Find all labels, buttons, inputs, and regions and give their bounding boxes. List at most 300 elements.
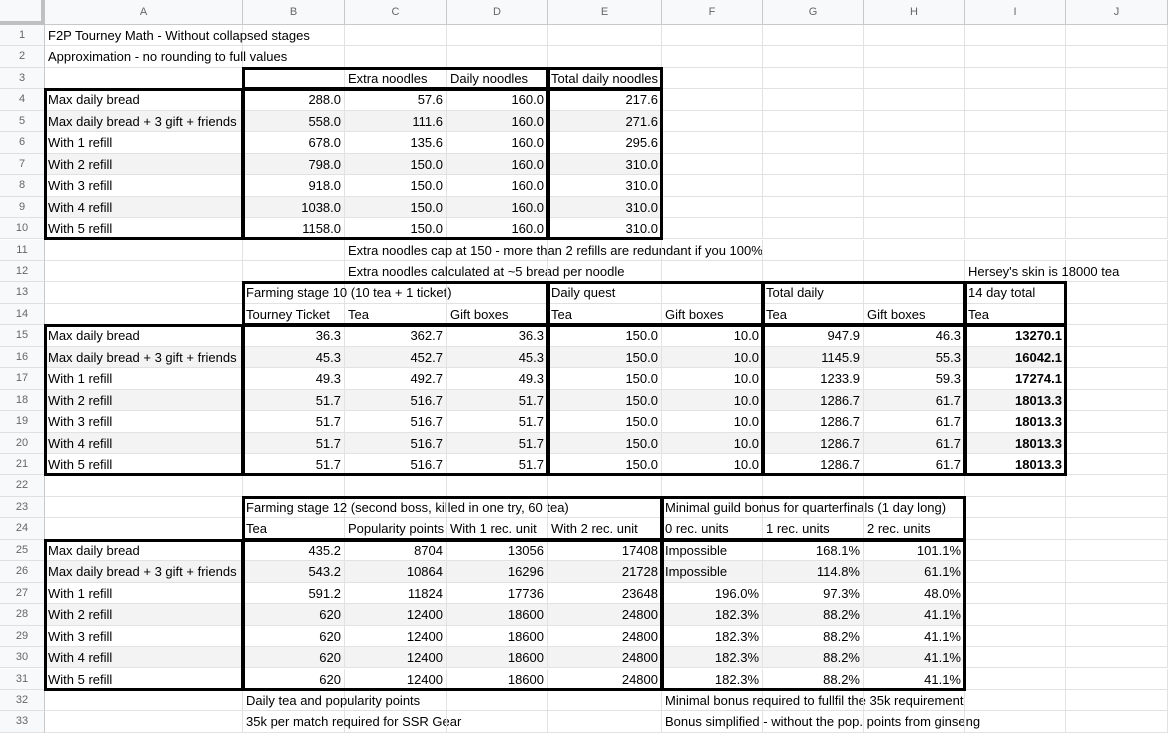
cell-F10[interactable] bbox=[662, 218, 763, 239]
cell-E26[interactable]: 21728 bbox=[548, 561, 662, 582]
cell-J6[interactable] bbox=[1066, 132, 1168, 153]
cell-J29[interactable] bbox=[1066, 626, 1168, 647]
cell-H12[interactable] bbox=[864, 261, 965, 282]
cell-A15[interactable]: Max daily bread bbox=[45, 325, 243, 346]
cell-D6[interactable]: 160.0 bbox=[447, 132, 548, 153]
cell-C27[interactable]: 11824 bbox=[345, 583, 447, 604]
cell-I19[interactable]: 18013.3 bbox=[965, 411, 1066, 432]
cell-D15[interactable]: 36.3 bbox=[447, 325, 548, 346]
cell-J4[interactable] bbox=[1066, 89, 1168, 110]
cell-B26[interactable]: 543.2 bbox=[243, 561, 345, 582]
cell-G10[interactable] bbox=[763, 218, 864, 239]
cell-F16[interactable]: 10.0 bbox=[662, 347, 763, 368]
cell-F14[interactable]: Gift boxes bbox=[662, 304, 763, 325]
cell-J22[interactable] bbox=[1066, 475, 1168, 496]
cell-D20[interactable]: 51.7 bbox=[447, 433, 548, 454]
cell-I14[interactable]: Tea bbox=[965, 304, 1066, 325]
row-header-6[interactable]: 6 bbox=[0, 132, 45, 153]
cell-E21[interactable]: 150.0 bbox=[548, 454, 662, 475]
cell-D29[interactable]: 18600 bbox=[447, 626, 548, 647]
cell-G28[interactable]: 88.2% bbox=[763, 604, 864, 625]
row-header-32[interactable]: 32 bbox=[0, 690, 45, 711]
cell-A6[interactable]: With 1 refill bbox=[45, 132, 243, 153]
cell-C20[interactable]: 516.7 bbox=[345, 433, 447, 454]
cell-B21[interactable]: 51.7 bbox=[243, 454, 345, 475]
cell-C14[interactable]: Tea bbox=[345, 304, 447, 325]
cell-G23[interactable] bbox=[763, 497, 864, 518]
row-header-23[interactable]: 23 bbox=[0, 497, 45, 518]
cell-D22[interactable] bbox=[447, 475, 548, 496]
column-header-H[interactable]: H bbox=[864, 0, 965, 25]
cell-C15[interactable]: 362.7 bbox=[345, 325, 447, 346]
cell-G31[interactable]: 88.2% bbox=[763, 669, 864, 690]
cell-A18[interactable]: With 2 refill bbox=[45, 390, 243, 411]
row-header-27[interactable]: 27 bbox=[0, 583, 45, 604]
cell-B7[interactable]: 798.0 bbox=[243, 154, 345, 175]
cell-B3[interactable] bbox=[243, 68, 345, 89]
cell-A2[interactable]: Approximation - no rounding to full values bbox=[45, 46, 243, 67]
cell-G8[interactable] bbox=[763, 175, 864, 196]
cell-B18[interactable]: 51.7 bbox=[243, 390, 345, 411]
row-header-28[interactable]: 28 bbox=[0, 604, 45, 625]
cell-E10[interactable]: 310.0 bbox=[548, 218, 662, 239]
cell-C8[interactable]: 150.0 bbox=[345, 175, 447, 196]
cell-J14[interactable] bbox=[1066, 304, 1168, 325]
cell-D33[interactable] bbox=[447, 711, 548, 732]
cell-H33[interactable] bbox=[864, 711, 965, 732]
row-header-29[interactable]: 29 bbox=[0, 626, 45, 647]
cell-A28[interactable]: With 2 refill bbox=[45, 604, 243, 625]
cell-G6[interactable] bbox=[763, 132, 864, 153]
cell-C3[interactable]: Extra noodles bbox=[345, 68, 447, 89]
cell-I26[interactable] bbox=[965, 561, 1066, 582]
cell-F12[interactable] bbox=[662, 261, 763, 282]
column-header-C[interactable]: C bbox=[345, 0, 447, 25]
cell-E9[interactable]: 310.0 bbox=[548, 197, 662, 218]
cell-C21[interactable]: 516.7 bbox=[345, 454, 447, 475]
cell-G33[interactable] bbox=[763, 711, 864, 732]
cell-E13[interactable]: Daily quest bbox=[548, 282, 662, 303]
cell-C32[interactable] bbox=[345, 690, 447, 711]
cell-E15[interactable]: 150.0 bbox=[548, 325, 662, 346]
cell-A27[interactable]: With 1 refill bbox=[45, 583, 243, 604]
cell-C12[interactable]: Extra noodles calculated at ~5 bread per noodle bbox=[345, 261, 447, 282]
cell-J13[interactable] bbox=[1066, 282, 1168, 303]
row-header-24[interactable]: 24 bbox=[0, 518, 45, 539]
cell-E30[interactable]: 24800 bbox=[548, 647, 662, 668]
row-header-22[interactable]: 22 bbox=[0, 475, 45, 496]
cell-G32[interactable] bbox=[763, 690, 864, 711]
cell-H6[interactable] bbox=[864, 132, 965, 153]
column-header-E[interactable]: E bbox=[548, 0, 662, 25]
cell-H20[interactable]: 61.7 bbox=[864, 433, 965, 454]
cell-G29[interactable]: 88.2% bbox=[763, 626, 864, 647]
row-header-21[interactable]: 21 bbox=[0, 454, 45, 475]
row-header-9[interactable]: 9 bbox=[0, 197, 45, 218]
cell-A19[interactable]: With 3 refill bbox=[45, 411, 243, 432]
row-header-4[interactable]: 4 bbox=[0, 89, 45, 110]
cell-D4[interactable]: 160.0 bbox=[447, 89, 548, 110]
cell-H22[interactable] bbox=[864, 475, 965, 496]
cell-H14[interactable]: Gift boxes bbox=[864, 304, 965, 325]
cell-H24[interactable]: 2 rec. units bbox=[864, 518, 965, 539]
cell-A24[interactable] bbox=[45, 518, 243, 539]
cell-G12[interactable] bbox=[763, 261, 864, 282]
cell-B4[interactable]: 288.0 bbox=[243, 89, 345, 110]
cell-D27[interactable]: 17736 bbox=[447, 583, 548, 604]
cell-F11[interactable] bbox=[662, 240, 763, 261]
cell-D11[interactable] bbox=[447, 240, 548, 261]
cell-F7[interactable] bbox=[662, 154, 763, 175]
cell-H25[interactable]: 101.1% bbox=[864, 540, 965, 561]
cell-F6[interactable] bbox=[662, 132, 763, 153]
cell-H30[interactable]: 41.1% bbox=[864, 647, 965, 668]
cell-B31[interactable]: 620 bbox=[243, 669, 345, 690]
cell-D10[interactable]: 160.0 bbox=[447, 218, 548, 239]
cell-A10[interactable]: With 5 refill bbox=[45, 218, 243, 239]
cell-I22[interactable] bbox=[965, 475, 1066, 496]
cell-J9[interactable] bbox=[1066, 197, 1168, 218]
cell-E29[interactable]: 24800 bbox=[548, 626, 662, 647]
cell-H18[interactable]: 61.7 bbox=[864, 390, 965, 411]
cell-I1[interactable] bbox=[965, 25, 1066, 46]
cell-H13[interactable] bbox=[864, 282, 965, 303]
cell-A9[interactable]: With 4 refill bbox=[45, 197, 243, 218]
cell-E11[interactable] bbox=[548, 240, 662, 261]
cell-J2[interactable] bbox=[1066, 46, 1168, 67]
row-header-7[interactable]: 7 bbox=[0, 154, 45, 175]
cell-B2[interactable] bbox=[243, 46, 345, 67]
column-header-D[interactable]: D bbox=[447, 0, 548, 25]
cell-G18[interactable]: 1286.7 bbox=[763, 390, 864, 411]
column-header-G[interactable]: G bbox=[763, 0, 864, 25]
cell-J26[interactable] bbox=[1066, 561, 1168, 582]
cell-D26[interactable]: 16296 bbox=[447, 561, 548, 582]
row-header-33[interactable]: 33 bbox=[0, 711, 45, 732]
cell-C28[interactable]: 12400 bbox=[345, 604, 447, 625]
cell-G17[interactable]: 1233.9 bbox=[763, 368, 864, 389]
cell-A21[interactable]: With 5 refill bbox=[45, 454, 243, 475]
cell-I27[interactable] bbox=[965, 583, 1066, 604]
cell-G9[interactable] bbox=[763, 197, 864, 218]
cell-J24[interactable] bbox=[1066, 518, 1168, 539]
cell-J17[interactable] bbox=[1066, 368, 1168, 389]
cell-C4[interactable]: 57.6 bbox=[345, 89, 447, 110]
cell-C19[interactable]: 516.7 bbox=[345, 411, 447, 432]
cell-I7[interactable] bbox=[965, 154, 1066, 175]
cell-D23[interactable] bbox=[447, 497, 548, 518]
cell-I16[interactable]: 16042.1 bbox=[965, 347, 1066, 368]
cell-A29[interactable]: With 3 refill bbox=[45, 626, 243, 647]
cell-H7[interactable] bbox=[864, 154, 965, 175]
cell-H28[interactable]: 41.1% bbox=[864, 604, 965, 625]
cell-G30[interactable]: 88.2% bbox=[763, 647, 864, 668]
cell-C22[interactable] bbox=[345, 475, 447, 496]
cell-G22[interactable] bbox=[763, 475, 864, 496]
cell-H15[interactable]: 46.3 bbox=[864, 325, 965, 346]
cell-C33[interactable] bbox=[345, 711, 447, 732]
cell-D5[interactable]: 160.0 bbox=[447, 111, 548, 132]
cell-E4[interactable]: 217.6 bbox=[548, 89, 662, 110]
cell-I10[interactable] bbox=[965, 218, 1066, 239]
cell-D9[interactable]: 160.0 bbox=[447, 197, 548, 218]
cell-F1[interactable] bbox=[662, 25, 763, 46]
cell-D31[interactable]: 18600 bbox=[447, 669, 548, 690]
cell-A4[interactable]: Max daily bread bbox=[45, 89, 243, 110]
cell-C1[interactable] bbox=[345, 25, 447, 46]
cell-C24[interactable]: Popularity points bbox=[345, 518, 447, 539]
cell-I21[interactable]: 18013.3 bbox=[965, 454, 1066, 475]
cell-I23[interactable] bbox=[965, 497, 1066, 518]
cell-J12[interactable] bbox=[1066, 261, 1168, 282]
cell-C10[interactable]: 150.0 bbox=[345, 218, 447, 239]
column-header-I[interactable]: I bbox=[965, 0, 1066, 25]
cell-E33[interactable] bbox=[548, 711, 662, 732]
cell-J16[interactable] bbox=[1066, 347, 1168, 368]
cell-G4[interactable] bbox=[763, 89, 864, 110]
select-all-corner[interactable] bbox=[0, 0, 45, 25]
cell-I30[interactable] bbox=[965, 647, 1066, 668]
cell-G16[interactable]: 1145.9 bbox=[763, 347, 864, 368]
cell-B20[interactable]: 51.7 bbox=[243, 433, 345, 454]
cell-F33[interactable]: Bonus simplified - without the pop. points from ginseng bbox=[662, 711, 763, 732]
cell-E1[interactable] bbox=[548, 25, 662, 46]
cell-I6[interactable] bbox=[965, 132, 1066, 153]
row-header-12[interactable]: 12 bbox=[0, 261, 45, 282]
row-header-8[interactable]: 8 bbox=[0, 175, 45, 196]
cell-H4[interactable] bbox=[864, 89, 965, 110]
cell-F3[interactable] bbox=[662, 68, 763, 89]
cell-A22[interactable] bbox=[45, 475, 243, 496]
cell-C9[interactable]: 150.0 bbox=[345, 197, 447, 218]
cell-F23[interactable]: Minimal guild bonus for quarterfinals (1 day long) bbox=[662, 497, 763, 518]
cell-E31[interactable]: 24800 bbox=[548, 669, 662, 690]
cell-J21[interactable] bbox=[1066, 454, 1168, 475]
cell-D24[interactable]: With 1 rec. unit bbox=[447, 518, 548, 539]
cell-I33[interactable] bbox=[965, 711, 1066, 732]
cell-A17[interactable]: With 1 refill bbox=[45, 368, 243, 389]
cell-F4[interactable] bbox=[662, 89, 763, 110]
cell-J3[interactable] bbox=[1066, 68, 1168, 89]
cell-C30[interactable]: 12400 bbox=[345, 647, 447, 668]
cell-A32[interactable] bbox=[45, 690, 243, 711]
row-header-17[interactable]: 17 bbox=[0, 368, 45, 389]
cell-C29[interactable]: 12400 bbox=[345, 626, 447, 647]
cell-G25[interactable]: 168.1% bbox=[763, 540, 864, 561]
cell-G13[interactable]: Total daily bbox=[763, 282, 864, 303]
cell-B6[interactable]: 678.0 bbox=[243, 132, 345, 153]
column-header-B[interactable]: B bbox=[243, 0, 345, 25]
row-header-3[interactable]: 3 bbox=[0, 68, 45, 89]
cell-J30[interactable] bbox=[1066, 647, 1168, 668]
cell-E16[interactable]: 150.0 bbox=[548, 347, 662, 368]
cell-F25[interactable]: Impossible bbox=[662, 540, 763, 561]
cell-J33[interactable] bbox=[1066, 711, 1168, 732]
cell-I17[interactable]: 17274.1 bbox=[965, 368, 1066, 389]
column-header-J[interactable]: J bbox=[1066, 0, 1168, 25]
cell-D28[interactable]: 18600 bbox=[447, 604, 548, 625]
cell-J28[interactable] bbox=[1066, 604, 1168, 625]
cell-B13[interactable]: Farming stage 10 (10 tea + 1 ticket) bbox=[243, 282, 345, 303]
cell-H21[interactable]: 61.7 bbox=[864, 454, 965, 475]
cell-G20[interactable]: 1286.7 bbox=[763, 433, 864, 454]
cell-B19[interactable]: 51.7 bbox=[243, 411, 345, 432]
cell-E24[interactable]: With 2 rec. unit bbox=[548, 518, 662, 539]
cell-J19[interactable] bbox=[1066, 411, 1168, 432]
cell-B16[interactable]: 45.3 bbox=[243, 347, 345, 368]
cell-F15[interactable]: 10.0 bbox=[662, 325, 763, 346]
cell-B8[interactable]: 918.0 bbox=[243, 175, 345, 196]
cell-C7[interactable]: 150.0 bbox=[345, 154, 447, 175]
cell-J32[interactable] bbox=[1066, 690, 1168, 711]
cell-A16[interactable]: Max daily bread + 3 gift + friends bbox=[45, 347, 243, 368]
cell-D32[interactable] bbox=[447, 690, 548, 711]
cell-D12[interactable] bbox=[447, 261, 548, 282]
cell-D30[interactable]: 18600 bbox=[447, 647, 548, 668]
cell-E23[interactable] bbox=[548, 497, 662, 518]
cell-A8[interactable]: With 3 refill bbox=[45, 175, 243, 196]
cell-F30[interactable]: 182.3% bbox=[662, 647, 763, 668]
cell-D18[interactable]: 51.7 bbox=[447, 390, 548, 411]
cell-I32[interactable] bbox=[965, 690, 1066, 711]
cell-G5[interactable] bbox=[763, 111, 864, 132]
row-header-16[interactable]: 16 bbox=[0, 347, 45, 368]
cell-I12[interactable]: Hersey's skin is 18000 tea bbox=[965, 261, 1066, 282]
row-header-18[interactable]: 18 bbox=[0, 390, 45, 411]
cell-A30[interactable]: With 4 refill bbox=[45, 647, 243, 668]
row-header-1[interactable]: 1 bbox=[0, 25, 45, 46]
cell-H10[interactable] bbox=[864, 218, 965, 239]
cell-I15[interactable]: 13270.1 bbox=[965, 325, 1066, 346]
cell-I29[interactable] bbox=[965, 626, 1066, 647]
row-header-2[interactable]: 2 bbox=[0, 46, 45, 67]
cell-A5[interactable]: Max daily bread + 3 gift + friends bbox=[45, 111, 243, 132]
cell-B17[interactable]: 49.3 bbox=[243, 368, 345, 389]
cell-E5[interactable]: 271.6 bbox=[548, 111, 662, 132]
cell-A7[interactable]: With 2 refill bbox=[45, 154, 243, 175]
cell-F2[interactable] bbox=[662, 46, 763, 67]
cell-H32[interactable] bbox=[864, 690, 965, 711]
cell-I8[interactable] bbox=[965, 175, 1066, 196]
cell-J20[interactable] bbox=[1066, 433, 1168, 454]
cell-E8[interactable]: 310.0 bbox=[548, 175, 662, 196]
cell-B11[interactable] bbox=[243, 240, 345, 261]
cell-J7[interactable] bbox=[1066, 154, 1168, 175]
cell-B1[interactable] bbox=[243, 25, 345, 46]
cell-B32[interactable]: Daily tea and popularity points bbox=[243, 690, 345, 711]
cell-I25[interactable] bbox=[965, 540, 1066, 561]
cell-F13[interactable] bbox=[662, 282, 763, 303]
cell-A25[interactable]: Max daily bread bbox=[45, 540, 243, 561]
cell-E6[interactable]: 295.6 bbox=[548, 132, 662, 153]
cell-B10[interactable]: 1158.0 bbox=[243, 218, 345, 239]
cell-F26[interactable]: Impossible bbox=[662, 561, 763, 582]
cell-G3[interactable] bbox=[763, 68, 864, 89]
cell-J10[interactable] bbox=[1066, 218, 1168, 239]
cell-C11[interactable]: Extra noodles cap at 150 - more than 2 refills are redundant if you 100% bbox=[345, 240, 447, 261]
cell-E22[interactable] bbox=[548, 475, 662, 496]
row-header-19[interactable]: 19 bbox=[0, 411, 45, 432]
cell-E2[interactable] bbox=[548, 46, 662, 67]
cell-F29[interactable]: 182.3% bbox=[662, 626, 763, 647]
column-header-F[interactable]: F bbox=[662, 0, 763, 25]
cell-G14[interactable]: Tea bbox=[763, 304, 864, 325]
cell-J1[interactable] bbox=[1066, 25, 1168, 46]
cell-I4[interactable] bbox=[965, 89, 1066, 110]
cell-J18[interactable] bbox=[1066, 390, 1168, 411]
cell-I5[interactable] bbox=[965, 111, 1066, 132]
cell-B9[interactable]: 1038.0 bbox=[243, 197, 345, 218]
cell-A14[interactable] bbox=[45, 304, 243, 325]
cell-E18[interactable]: 150.0 bbox=[548, 390, 662, 411]
cell-F9[interactable] bbox=[662, 197, 763, 218]
cell-H9[interactable] bbox=[864, 197, 965, 218]
row-header-26[interactable]: 26 bbox=[0, 561, 45, 582]
cell-H29[interactable]: 41.1% bbox=[864, 626, 965, 647]
cell-B33[interactable]: 35k per match required for SSR Gear bbox=[243, 711, 345, 732]
cell-H27[interactable]: 48.0% bbox=[864, 583, 965, 604]
cell-G15[interactable]: 947.9 bbox=[763, 325, 864, 346]
cell-C5[interactable]: 111.6 bbox=[345, 111, 447, 132]
cell-D13[interactable] bbox=[447, 282, 548, 303]
cell-A3[interactable] bbox=[45, 68, 243, 89]
cell-J27[interactable] bbox=[1066, 583, 1168, 604]
cell-C18[interactable]: 516.7 bbox=[345, 390, 447, 411]
cell-D7[interactable]: 160.0 bbox=[447, 154, 548, 175]
cell-E17[interactable]: 150.0 bbox=[548, 368, 662, 389]
cell-H1[interactable] bbox=[864, 25, 965, 46]
cell-A20[interactable]: With 4 refill bbox=[45, 433, 243, 454]
cell-I18[interactable]: 18013.3 bbox=[965, 390, 1066, 411]
cell-J23[interactable] bbox=[1066, 497, 1168, 518]
cell-H2[interactable] bbox=[864, 46, 965, 67]
cell-B30[interactable]: 620 bbox=[243, 647, 345, 668]
cell-E25[interactable]: 17408 bbox=[548, 540, 662, 561]
cell-F31[interactable]: 182.3% bbox=[662, 669, 763, 690]
row-header-15[interactable]: 15 bbox=[0, 325, 45, 346]
cell-C31[interactable]: 12400 bbox=[345, 669, 447, 690]
cell-A11[interactable] bbox=[45, 240, 243, 261]
cell-B5[interactable]: 558.0 bbox=[243, 111, 345, 132]
cell-F28[interactable]: 182.3% bbox=[662, 604, 763, 625]
cell-J5[interactable] bbox=[1066, 111, 1168, 132]
row-header-13[interactable]: 13 bbox=[0, 282, 45, 303]
cell-F27[interactable]: 196.0% bbox=[662, 583, 763, 604]
row-header-5[interactable]: 5 bbox=[0, 111, 45, 132]
cell-C2[interactable] bbox=[345, 46, 447, 67]
cell-E19[interactable]: 150.0 bbox=[548, 411, 662, 432]
cell-G1[interactable] bbox=[763, 25, 864, 46]
cell-F8[interactable] bbox=[662, 175, 763, 196]
cell-D25[interactable]: 13056 bbox=[447, 540, 548, 561]
cell-F19[interactable]: 10.0 bbox=[662, 411, 763, 432]
cell-C13[interactable] bbox=[345, 282, 447, 303]
cell-I31[interactable] bbox=[965, 669, 1066, 690]
row-header-20[interactable]: 20 bbox=[0, 433, 45, 454]
cell-F18[interactable]: 10.0 bbox=[662, 390, 763, 411]
cell-F24[interactable]: 0 rec. units bbox=[662, 518, 763, 539]
cell-G27[interactable]: 97.3% bbox=[763, 583, 864, 604]
cell-E20[interactable]: 150.0 bbox=[548, 433, 662, 454]
cell-A33[interactable] bbox=[45, 711, 243, 732]
cell-I13[interactable]: 14 day total bbox=[965, 282, 1066, 303]
cell-B22[interactable] bbox=[243, 475, 345, 496]
cell-E28[interactable]: 24800 bbox=[548, 604, 662, 625]
cell-G2[interactable] bbox=[763, 46, 864, 67]
cell-D1[interactable] bbox=[447, 25, 548, 46]
cell-I28[interactable] bbox=[965, 604, 1066, 625]
cell-I24[interactable] bbox=[965, 518, 1066, 539]
